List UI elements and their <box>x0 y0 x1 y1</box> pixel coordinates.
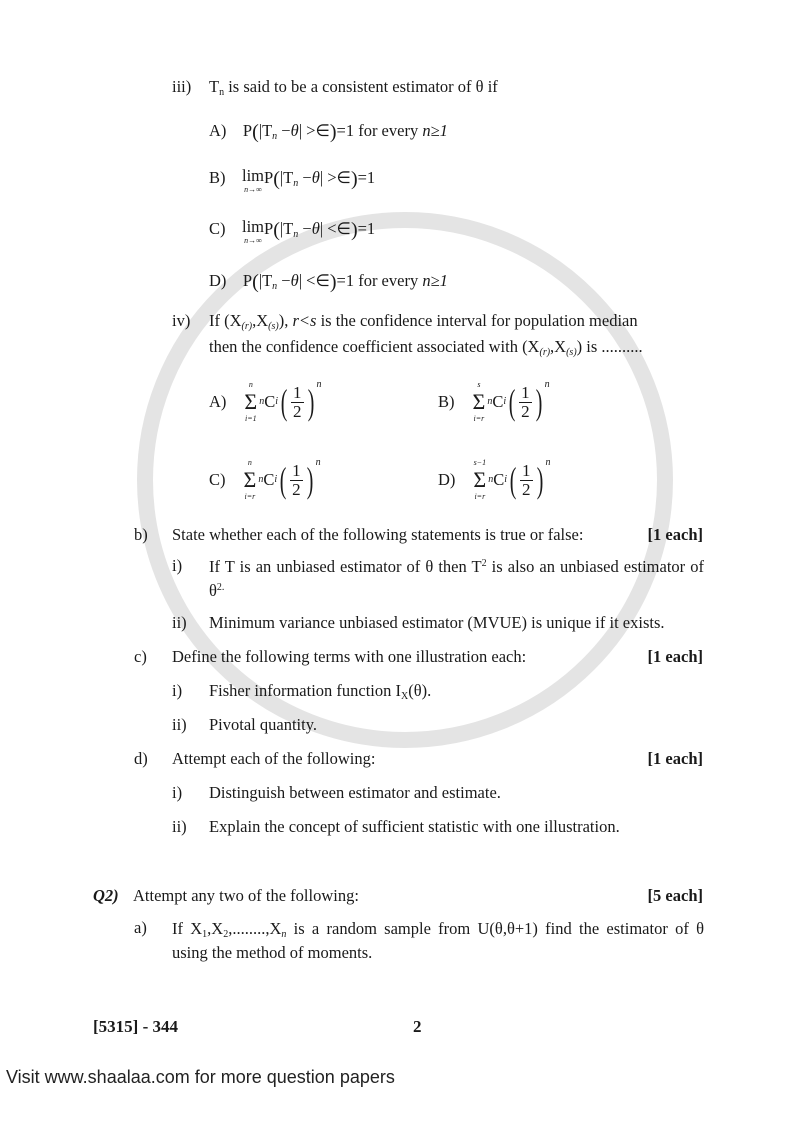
b-ii-number: ii) <box>172 613 187 632</box>
option-iii-b: B) lim n→∞ $P(|T_n -\theta|$ >∈)=1 <box>209 166 376 194</box>
section-c-marks: [1 each] <box>647 647 703 666</box>
option-iv-d: D) s−1 Σ i=r n C i ( $\frac{1}{2}$ ) n <box>438 457 551 501</box>
q2-a-label: a) <box>134 918 147 937</box>
question-iv-number: iv) <box>172 311 191 330</box>
limit-operator: lim n→∞ <box>242 166 265 194</box>
d-ii-number: ii) <box>172 817 187 836</box>
visit-banner: Visit www.shaalaa.com for more question papers <box>6 1067 395 1087</box>
page-number: 2 <box>413 1017 422 1036</box>
c-ii-text: Pivotal quantity. <box>209 715 318 734</box>
q2-a-text: If $X_1,X_2,........,X_n$ is a random sample from U(θ,θ+1) find the estimator of θ using the method of moments. <box>172 919 705 962</box>
question-iv-line1: If $(X_{(r)},X_{(s)})$, r<s is the confidence interval for population median <box>209 311 638 332</box>
q2-text: Attempt any two of the following: <box>133 886 359 905</box>
section-b-label: b) <box>134 525 148 544</box>
d-ii-text: Explain the concept of sufficient statistic with one illustration. <box>209 817 620 836</box>
section-b-text: State whether each of the following statements is true or false: <box>172 525 584 544</box>
b-i-text: If T is an unbiased estimator of θ then $T^2$ is also an unbiased estimator of $\theta^{2.}$ <box>209 557 704 600</box>
section-d-label: d) <box>134 749 148 768</box>
d-i-text: Distinguish between estimator and estimate. <box>209 783 501 802</box>
b-ii-text: Minimum variance unbiased estimator (MVUE) is unique if it exists. <box>209 613 665 632</box>
limit-operator: lim n→∞ <box>242 217 265 245</box>
q2-marks: [5 each] <box>647 886 703 905</box>
paper-code: [5315] - 344 <box>93 1017 178 1036</box>
d-i-number: i) <box>172 783 183 802</box>
q2-label: Q2) <box>93 886 119 905</box>
question-iii-number: iii) <box>172 77 192 96</box>
option-iii-a: A) $P(|T_n -\theta|$ >∈)=1 for every n≥1 <box>209 121 448 143</box>
b-i-number: i) <box>172 556 183 575</box>
section-d-marks: [1 each] <box>647 749 703 768</box>
c-ii-number: ii) <box>172 715 187 734</box>
option-iii-c: C) lim n→∞ $P(|T_n -\theta|$ <∈)=1 <box>209 217 376 245</box>
section-b-marks: [1 each] <box>647 525 703 544</box>
section-c-text: Define the following terms with one illustration each: <box>172 647 527 666</box>
option-iv-a: A) n Σ i=1 n C i ( $\frac{1}{2}$ ) n <box>209 379 322 423</box>
c-i-number: i) <box>172 681 183 700</box>
option-iv-c: C) n Σ i=r n C i ( $\frac{1}{2}$ ) n <box>209 457 321 501</box>
option-iv-b: B) s Σ i=r n C i ( $\frac{1}{2}$ ) n <box>438 379 550 423</box>
c-i-text: Fisher information function $I_X(\theta)$. <box>209 681 432 702</box>
section-d-text: Attempt each of the following: <box>172 749 376 768</box>
question-iii-text: $T_n$ is said to be a consistent estimator of θ if <box>209 77 498 98</box>
question-iv-line2: then the confidence coefficient associated with $(X_{(r)},X_{(s)})$ is .......... <box>209 337 643 358</box>
section-c-label: c) <box>134 647 147 666</box>
option-iii-d: D) $P(|T_n -\theta|$ <∈)=1 for every n≥1 <box>209 271 448 293</box>
